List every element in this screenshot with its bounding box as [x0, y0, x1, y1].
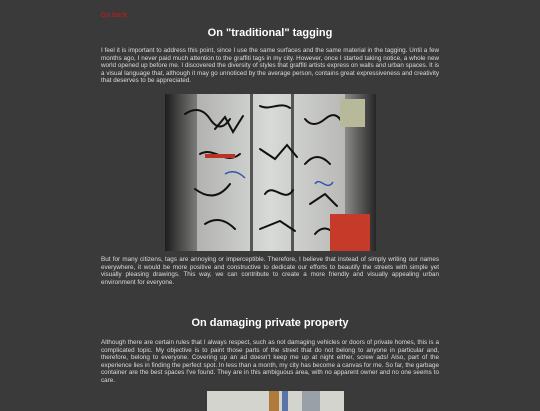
paragraph-tagging-intro: I feel it is important to address this point, since I use the same surfaces and the same material in the tagging. Until a few months ago, I never paid much attention to the graffiti tags in my city. However, once I started taking notice, a whole new world opened up before me. I discovered the diversity of styles that graffiti artists express on walls and urban spaces. It is a visual language that, although it may go unnoticed by the average person, contains great expressiveness and creativity that deserves to be appreciated.	[101, 47, 439, 84]
graffiti-photo	[165, 94, 376, 251]
paragraph-private-property: Although there are certain rules that I always respect, such as not damaging vehicles or doors of private homes, this is a complicated topic. My objective is to paint those parts of the street that do not belong to anyone in particular and, therefore, belong to everyone. Covering up an ad doesn't keep me up at night either, screw ads! Also, part of the experience lies in finding the perfect spot. In less than a month, my city has become a canvas for me. So far, the garbage container are the best spaces I've found. They are in this ambiguous area, with no apparent owner and no one seems to care.	[101, 339, 439, 384]
section-title-tagging: On "traditional" tagging	[207, 27, 333, 39]
paragraph-tagging-alternative: But for many citizens, tags are annoying or imperceptible. Therefore, I believe that instead of simply writing our names everywhere, it would be more positive and constructive to dedicate our efforts to beautify the streets with simple yet visually pleasing drawings. This way, we can contribute to create a more friendly and visually appealing urban environment for everyone.	[101, 256, 439, 286]
section-title-private-property: On damaging private property	[191, 317, 349, 329]
street-photo	[207, 391, 344, 411]
go-back-link[interactable]: Go back	[101, 12, 128, 19]
